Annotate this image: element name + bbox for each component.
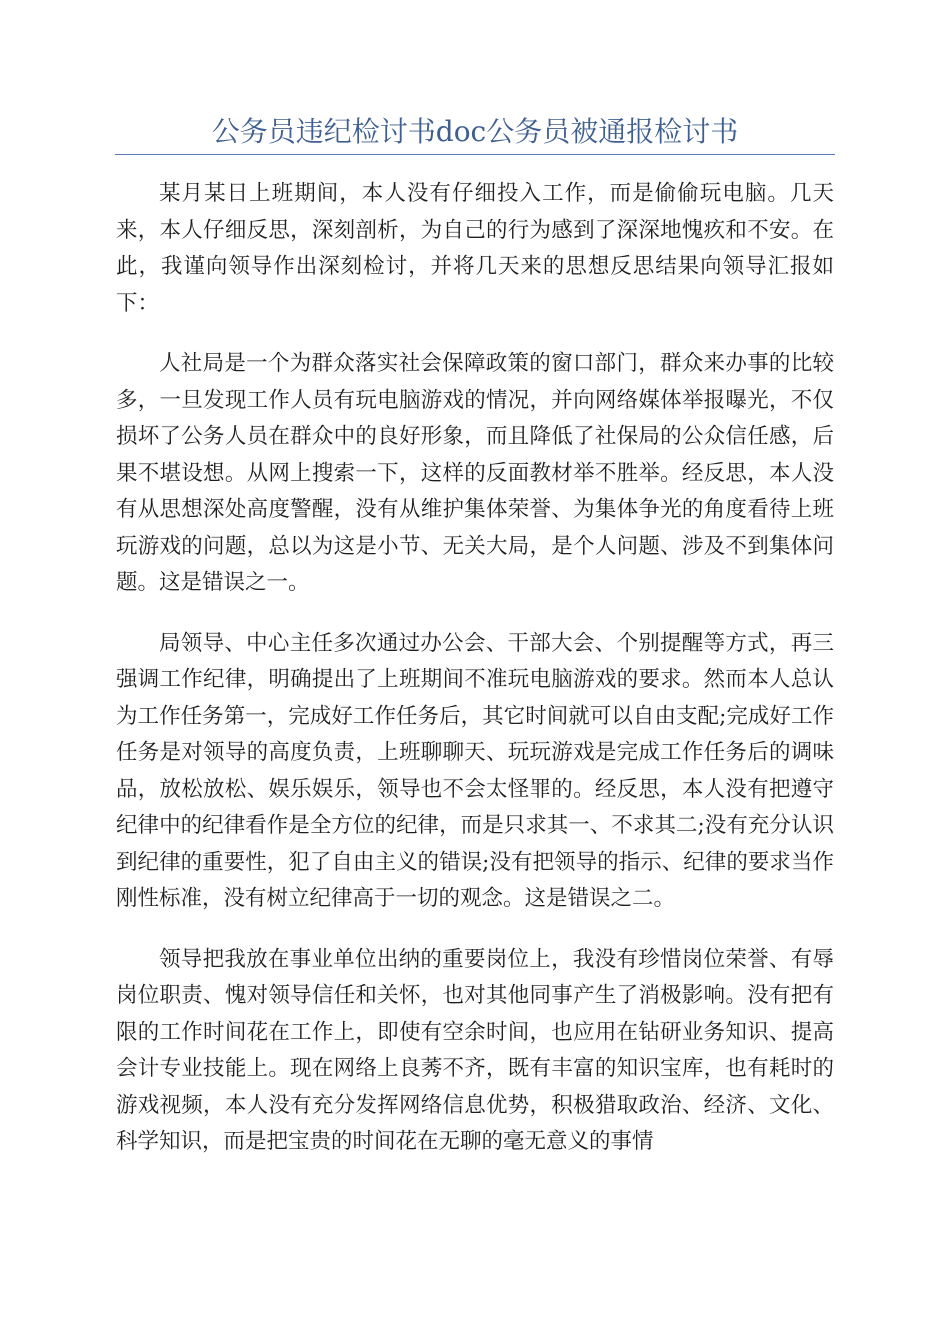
document-body: [116, 176, 834, 1161]
document-title: 公务员违纪检讨书doc公务员被通报检讨书: [211, 115, 739, 148]
paragraph-3: 局领导、中心主任多次通过办公会、干部大会、个别提醒等方式，再三强调工作纪律，明确提出了上班期间不准玩电脑游戏的要求。然而本人总认为工作任务第一，完成好工作任务后，其它时间就可以自由支配;完成好工作任务是对领导的高度负责，上班聊聊天、玩玩游戏是完成工作任务后的调味品，放松放松、娱乐娱乐，领导也不会太怪罪的。经反思，本人没有把遵守纪律中的纪律看作是全方位的纪律，而是只求其一、不求其二;没有充分认识到纪律的重要性，犯了自由主义的错误;没有把领导的指示、纪律的要求当作刚性标准，没有树立纪律高于一切的观念。这是错误之二。: [116, 630, 834, 911]
paragraph-1: 某月某日上班期间，本人没有仔细投入工作，而是偷偷玩电脑。几天来，本人仔细反思，深刻剖析，为自己的行为感到了深深地愧疚和不安。在此，我谨向领导作出深刻检讨，并将几天来的思想反思结果向领导汇报如下：: [116, 181, 834, 316]
title-underline: [115, 154, 835, 155]
paragraph-4: 领导把我放在事业单位出纳的重要岗位上，我没有珍惜岗位荣誉、有辱岗位职责、愧对领导信任和关怀，也对其他同事产生了消极影响。没有把有限的工作时间花在工作上，即使有空余时间，也应用在钻研业务知识、提高会计专业技能上。现在网络上良莠不齐，既有丰富的知识宝库，也有耗时的游戏视频，本人没有充分发挥网络信息优势，积极猎取政治、经济、文化、科学知识，而是把宝贵的时间花在无聊的毫无意义的事情: [116, 946, 834, 1154]
paragraph-2: 人社局是一个为群众落实社会保障政策的窗口部门，群众来办事的比较多，一旦发现工作人员有玩电脑游戏的情况，并向网络媒体举报曝光，不仅损坏了公务人员在群众中的良好形象，而且降低了社保局的公众信任感，后果不堪设想。从网上搜索一下，这样的反面教材举不胜举。经反思，本人没有从思想深处高度警醒，没有从维护集体荣誉、为集体争光的角度看待上班玩游戏的问题，总以为这是小节、无关大局，是个人问题、涉及不到集体问题。这是错误之一。: [116, 351, 834, 595]
